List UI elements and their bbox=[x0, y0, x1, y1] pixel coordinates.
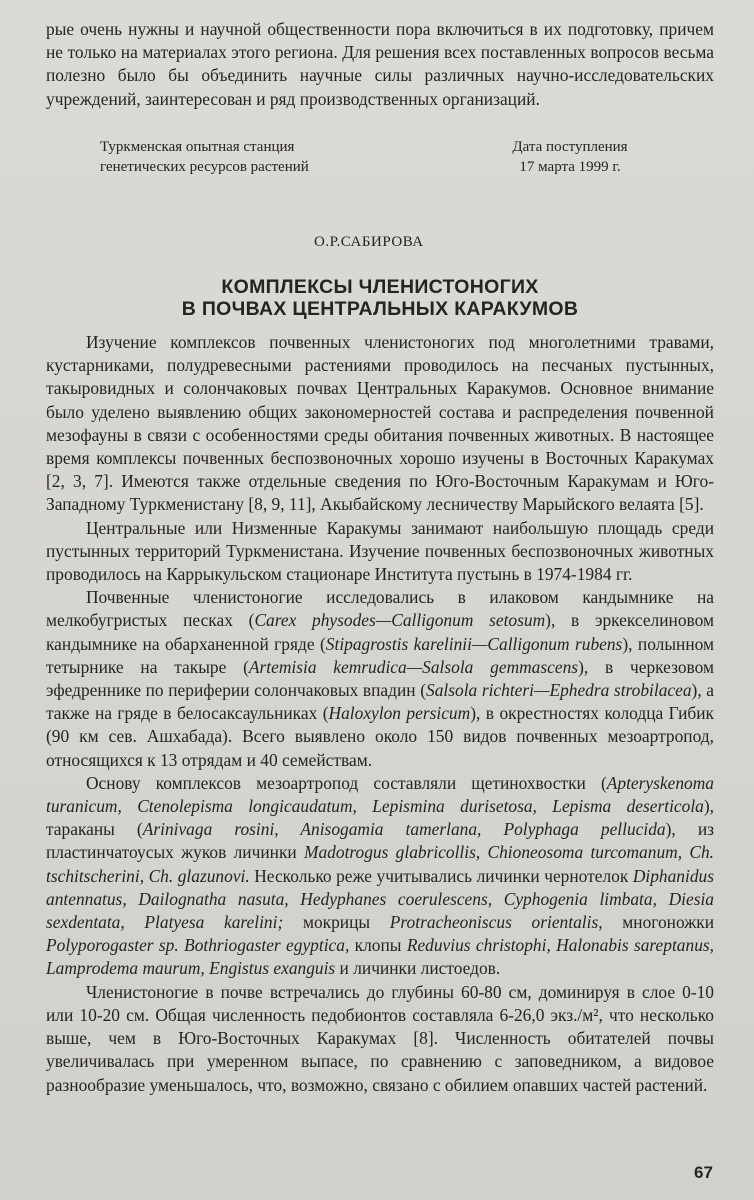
article-title-line-1: КОМПЛЕКСЫ ЧЛЕНИСТОНОГИХ bbox=[221, 276, 539, 298]
text-run: мокрицы bbox=[283, 912, 390, 933]
article-title-line-2: В ПОЧВАХ ЦЕНТРАЛЬНЫХ КАРАКУМОВ bbox=[181, 298, 579, 320]
received-date-label: Дата поступления bbox=[512, 139, 628, 155]
article-author: О.Р.САБИРОВА bbox=[314, 234, 424, 250]
body-paragraph bbox=[46, 331, 714, 517]
institution-signature bbox=[100, 137, 309, 177]
text-run: Несколько реже учитывались личинки чернотелок bbox=[249, 865, 633, 886]
text-run: ), а также на гряде в белосаксаульниках ( bbox=[46, 680, 714, 724]
latin-species-name: Salsola richteri—Ephedra strobilacea bbox=[426, 680, 692, 701]
latin-species-name: Polyporogaster sp. Bothriogaster egyptica bbox=[46, 935, 345, 956]
latin-species-name: Reduvius christophi, Halonabis sareptanus, Lamprodema maurum, Engistus exanguis bbox=[46, 935, 715, 979]
latin-species-name: Diphanidus antennatus, Dailognatha nasuta, Hedyphanes coerulescens, Cyphogenia limbata, Diesia sexdentata, Platyesa karelini; bbox=[46, 865, 714, 933]
text-run: ), полынном тетырнике на такыре ( bbox=[46, 633, 715, 677]
latin-species-name: Madotrogus glabricollis, Chioneosoma turcomanum, Ch. tschitscherini, Ch. glazunovi. bbox=[46, 842, 714, 886]
text-run: Изучение комплексов почвенных членистоногих под многолетними травами, кустарниками, полудревесными растениями проводилось на песчаных пустынных, такыровидных и солончаковых почвах Центральных Каракумов. Основное внимание было уделено выявлению общих закономерностей состава и распределения почвенной мезофауны в связи с особенностями среды обитания почвенных животных. В настоящее время комплексы почвенных беспозвоночных хорошо изучены в Восточных Каракумах [2, 3, 7]. Имеются также отдельные сведения по Юго-Восточным Каракумам и Юго-Западному Туркменистану [8, 9, 11], Акыбайскому лесничеству Марыйского велаята [5]. bbox=[46, 332, 714, 515]
text-run: ), тараканы ( bbox=[46, 796, 714, 840]
text-run: и личинки листоедов. bbox=[335, 958, 501, 979]
latin-species-name: Stipagrostis karelinii—Calligonum rubens bbox=[325, 633, 623, 654]
body-paragraph bbox=[46, 772, 714, 981]
text-run: , многоножки bbox=[598, 912, 715, 933]
text-run: Центральные или Низменные Каракумы занимают наибольшую площадь среди пустынных территорий Туркменистана. Изучение почвенных беспозвоночных животных проводилось на Каррыкульском стационаре Института пустынь в 1974-1984 гг. bbox=[46, 517, 714, 585]
intro-paragraph: рые очень нужны и научной общественности пора включиться в их подготовку, причем не только на материалах этого региона. Для решения всех поставленных вопросов весьма полезно было бы объединить научные силы различных научно-исследовательских учреждений, заинтересован и ряд производственных организаций. bbox=[46, 19, 714, 109]
text-run: ), в окрестностях колодца Гибик (90 км сев. Ашхабада). Всего выявлено около 150 видов почвенных мезоартропод, относящихся к 13 отрядам и 40 семействам. bbox=[46, 703, 714, 770]
received-date-value: 17 марта 1999 г. bbox=[519, 159, 621, 175]
latin-species-name: Apteryskenoma turanicum, Ctenolepisma longicaudatum, Lepismina durisetosa, Lepisma deserticola bbox=[46, 772, 714, 817]
body-paragraph bbox=[46, 517, 714, 587]
body-paragraph bbox=[46, 981, 714, 1097]
text-run: Основу комплексов мезоартропод составляли щетинохвостки ( bbox=[86, 772, 607, 793]
latin-species-name: Haloxylon persicum bbox=[328, 703, 471, 724]
received-date bbox=[500, 137, 640, 177]
page-number: 67 bbox=[694, 1163, 713, 1182]
intro-paragraph-block bbox=[46, 18, 714, 111]
latin-species-name: Arinivaga rosini, Anisogamia tamerlana, Polyphaga pellucida bbox=[142, 819, 666, 840]
text-run: ), из пластинчатоусых жуков личинки bbox=[46, 819, 714, 863]
latin-species-name: Protracheoniscus orientalis bbox=[389, 912, 599, 933]
article-title bbox=[150, 276, 610, 320]
text-run: , клопы bbox=[344, 935, 407, 956]
text-run: Членистоногие в почве встречались до глубины 60-80 см, доминируя в слое 0-10 или 10-20 см. Общая численность педобионтов составляла 6-26,0 экз./м², что несколько выше, чем в Юго-Восточных Каракумах [8]. Численность обитателей почвы увеличивалась при умеренном выпасе, по сравнению с заповедником, а видовое разнообразие уменьшалось, что, возможно, связано с обилием опавших частей растений. bbox=[46, 981, 714, 1095]
body-paragraph bbox=[46, 586, 714, 772]
text-run: ), в черкезовом эфедреннике по периферии солончаковых впадин ( bbox=[46, 656, 715, 701]
latin-species-name: Carex physodes—Calligonum setosum bbox=[254, 610, 546, 631]
article-body bbox=[46, 331, 714, 1097]
text-run: ), в эркекселиновом кандымнике на обарханенной гряде ( bbox=[46, 610, 714, 654]
institution-line-2: генетических ресурсов растений bbox=[100, 159, 309, 175]
latin-species-name: Artemisia kemrudica—Salsola gemmascens bbox=[248, 656, 579, 677]
text-run: Почвенные членистоногие исследовались в илаковом кандымнике на мелкобугристых песках ( bbox=[46, 587, 714, 631]
institution-line-1: Туркменская опытная станция bbox=[100, 139, 295, 155]
